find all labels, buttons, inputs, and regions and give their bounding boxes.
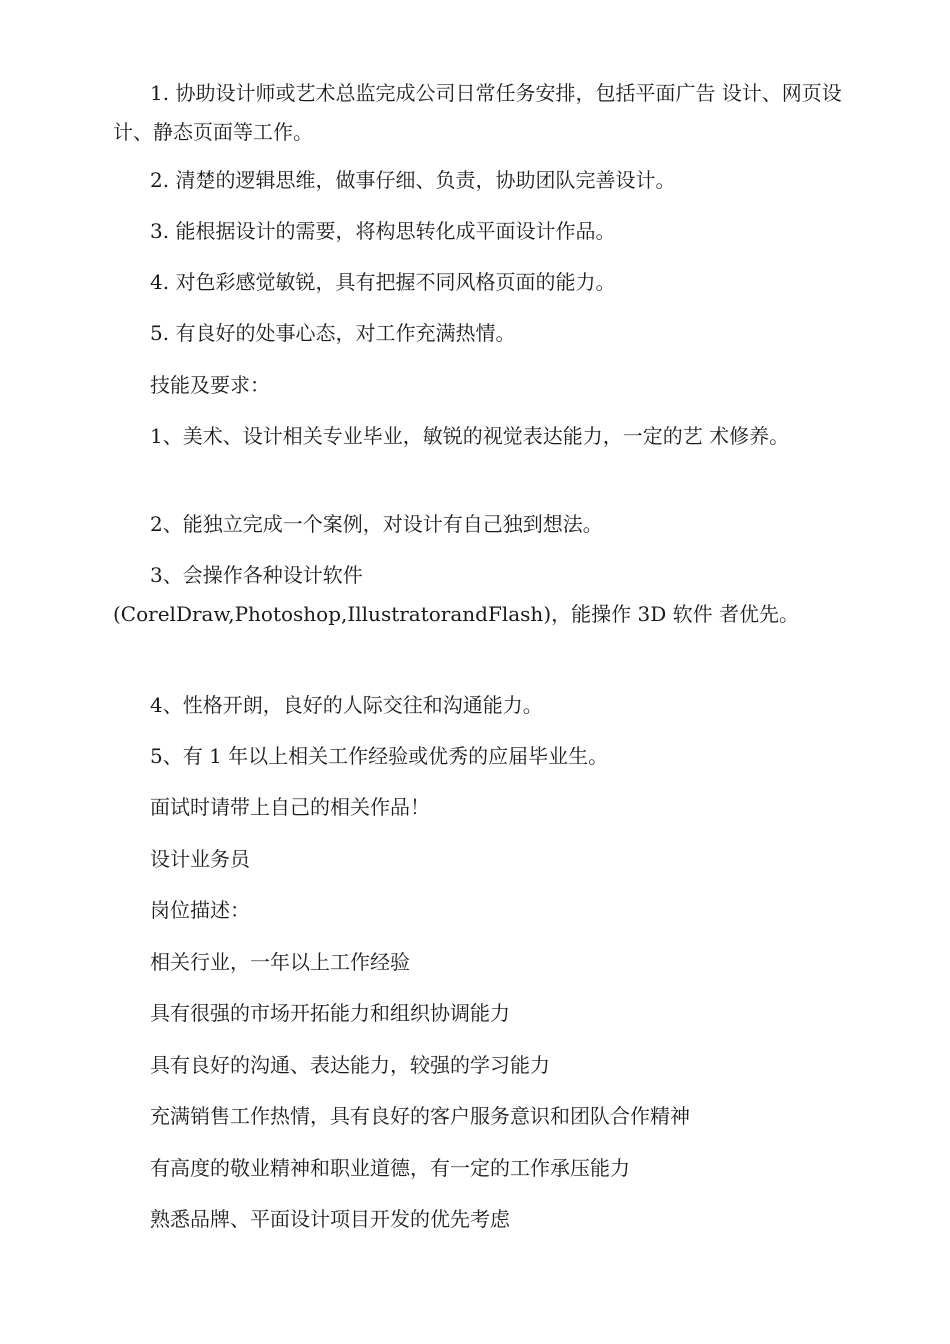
section-heading-skills: 技能及要求：	[150, 373, 270, 397]
duty-item-5: 5. 有良好的处事心态，对工作充满热情。	[150, 321, 516, 345]
duty-item-3: 3. 能根据设计的需要，将构思转化成平面设计作品。	[150, 219, 616, 243]
section-heading-description: 岗位描述：	[150, 898, 250, 922]
interview-note: 面试时请带上自己的相关作品！	[150, 795, 430, 819]
skill-item-1: 1、美术、设计相关专业毕业，敏锐的视觉表达能力，一定的艺 术修养。	[150, 424, 790, 448]
skill-item-3-continued: (CorelDraw,Photoshop,IllustratorandFlash)，能操作 3D 软件 者优先。	[113, 602, 799, 626]
description-item-3: 具有良好的沟通、表达能力，较强的学习能力	[150, 1053, 550, 1077]
description-item-2: 具有很强的市场开拓能力和组织协调能力	[150, 1001, 510, 1025]
duty-item-1: 1. 协助设计师或艺术总监完成公司日常任务安排，包括平面广告 设计、网页设计、静态页面等工作。	[113, 81, 842, 144]
job-title: 设计业务员	[150, 847, 250, 871]
description-item-1: 相关行业，一年以上工作经验	[150, 950, 410, 974]
skill-item-3: 3、会操作各种设计软件	[150, 563, 363, 587]
duty-item-2: 2. 清楚的逻辑思维，做事仔细、负责，协助团队完善设计。	[150, 168, 676, 192]
duty-item-4: 4. 对色彩感觉敏锐，具有把握不同风格页面的能力。	[150, 270, 616, 294]
description-item-6: 熟悉品牌、平面设计项目开发的优先考虑	[150, 1207, 510, 1231]
description-item-5: 有高度的敬业精神和职业道德，有一定的工作承压能力	[150, 1156, 630, 1180]
skill-item-2: 2、能独立完成一个案例，对设计有自己独到想法。	[150, 512, 603, 536]
skill-item-5: 5、有 1 年以上相关工作经验或优秀的应届毕业生。	[150, 744, 609, 768]
skill-item-4: 4、性格开朗，良好的人际交往和沟通能力。	[150, 693, 543, 717]
description-item-4: 充满销售工作热情，具有良好的客户服务意识和团队合作精神	[150, 1104, 690, 1128]
